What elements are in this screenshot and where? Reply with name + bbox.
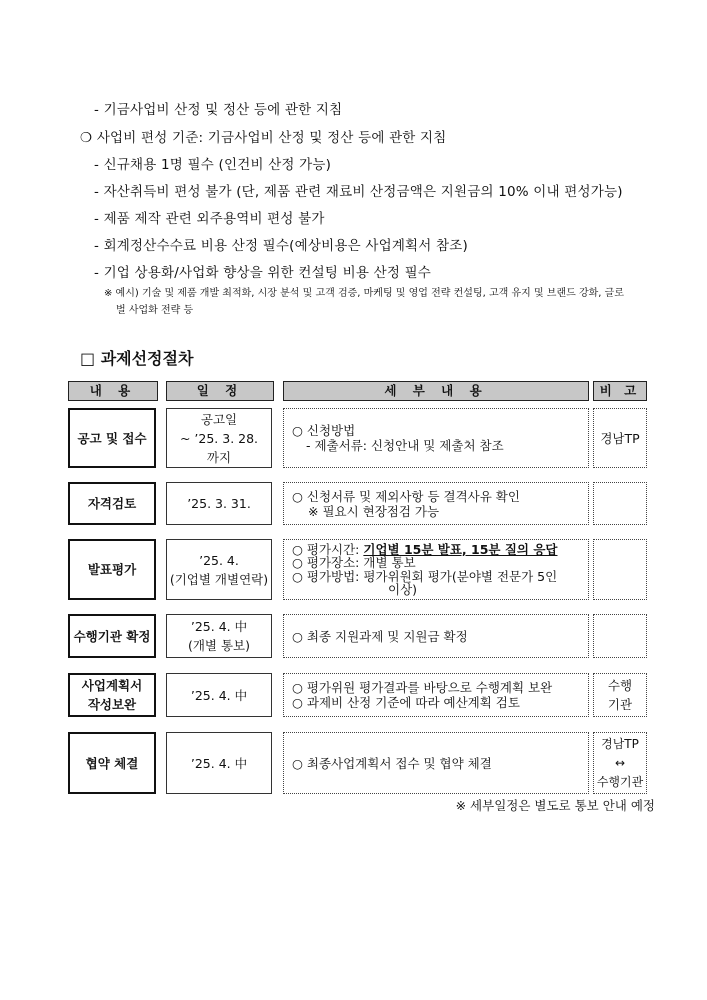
detail-line: 이상) <box>388 582 418 597</box>
step-detail-cell: ○ 최종사업계획서 접수 및 협약 체결 <box>283 732 589 794</box>
step-date-cell <box>166 539 272 600</box>
step-detail-cell <box>283 408 589 468</box>
step-name-cell: 자격검토 <box>68 482 156 525</box>
section-title: □ 과제선정절차 <box>80 349 194 368</box>
step-date-cell <box>166 614 272 658</box>
detail-line: ○ 과제비 산정 기준에 따라 예산계획 검토 <box>292 695 520 710</box>
step-detail-cell <box>283 539 589 600</box>
step-detail-cell <box>283 482 589 525</box>
detail-line: ○ 평가위원 평가결과를 바탕으로 수행계획 보완 <box>292 680 553 695</box>
header-content: 내 용 <box>68 381 158 401</box>
date-line: ’25. 4. 中 <box>190 619 248 634</box>
remark-line: 기관 <box>607 697 633 712</box>
remark-line: 수행기관 <box>596 774 644 789</box>
criteria-item: - 신규채용 1명 필수 (인건비 산정 가능) <box>94 157 332 173</box>
step-remark-cell: 경남TP <box>593 408 647 468</box>
example-note-line: 벌 사업화 전략 등 <box>116 305 194 316</box>
step-name-cell <box>68 673 156 717</box>
date-line: (개별 통보) <box>187 638 251 653</box>
criteria-item: - 회계정산수수료 비용 산정 필수(예상비용은 사업계획서 참조) <box>94 238 468 254</box>
date-line: (기업별 개별연락) <box>169 571 269 587</box>
criteria-item: - 기업 상용화/사업화 향상을 위한 컨설팅 비용 산정 필수 <box>94 265 432 281</box>
header-schedule: 일 정 <box>166 381 274 401</box>
date-line: 까지 <box>206 449 232 465</box>
step-detail-cell: ○ 최종 지원과제 및 지원금 확정 <box>283 614 589 658</box>
remark-line: 경남TP <box>601 736 639 751</box>
example-note-line: ※ 예시) 기술 및 제품 개발 최적화, 시장 분석 및 고객 검증, 마케팅 및 영업 전략 컨설팅, 고객 유지 및 브랜드 강화, 글로 <box>104 288 624 299</box>
step-name-cell: 공고 및 접수 <box>68 408 156 468</box>
step-remark-cell <box>593 482 647 525</box>
step-remark-cell <box>593 732 647 794</box>
detail-line: - 제출서류: 신청안내 및 제출처 참조 <box>306 438 504 453</box>
detail-emphasis: 기업별 15분 발표, 15분 질의 응답 <box>363 541 558 557</box>
circle-bullet-icon: ❍ <box>80 130 93 146</box>
date-line: ~ ’25. 3. 28. <box>179 430 259 446</box>
detail-line: ※ 필요시 현장점검 가능 <box>308 503 440 519</box>
budget-criteria-line <box>80 126 447 146</box>
name-line: 작성보완 <box>87 697 137 712</box>
detail-text: ○ 평가시간: <box>292 541 364 557</box>
step-date-cell: ’25. 4. 中 <box>166 673 272 717</box>
example-note <box>104 285 664 319</box>
step-remark-cell <box>593 614 647 658</box>
detail-line: ○ 신청방법 <box>292 423 356 438</box>
criteria-item: - 제품 제작 관련 외주용역비 편성 불가 <box>94 211 325 227</box>
step-detail-cell <box>283 673 589 717</box>
step-name-cell: 수행기관 확정 <box>68 614 156 658</box>
arrow-icon: ↔ <box>614 755 626 770</box>
header-detail: 세 부 내 용 <box>283 381 589 401</box>
header-remark: 비 고 <box>593 381 647 401</box>
step-remark-cell <box>593 673 647 717</box>
name-line: 사업계획서 <box>81 678 143 693</box>
guideline-line: - 기금사업비 산정 및 정산 등에 관한 지침 <box>94 102 343 118</box>
step-date-cell: ’25. 3. 31. <box>166 482 272 525</box>
detail-line: ○ 평가장소: 개별 통보 <box>292 555 416 570</box>
date-line: ’25. 4. <box>199 552 239 568</box>
step-remark-cell <box>593 539 647 600</box>
schedule-footnote: ※ 세부일정은 별도로 통보 안내 예정 <box>455 798 655 813</box>
detail-line <box>292 543 558 557</box>
detail-line: ○ 평가방법: 평가위원회 평가(분야별 전문가 5인 <box>292 568 558 584</box>
detail-line: ○ 신청서류 및 제외사항 등 결격사유 확인 <box>292 488 520 504</box>
step-name-cell: 발표평가 <box>68 539 156 600</box>
step-name-cell: 협약 체결 <box>68 732 156 794</box>
step-date-cell <box>166 408 272 468</box>
date-line: 공고일 <box>200 411 238 427</box>
criteria-item: - 자산취득비 편성 불가 (단, 제품 관련 재료비 산정금액은 지원금의 10% 이내 편성가능) <box>94 184 623 200</box>
remark-line: 수행 <box>607 678 633 693</box>
step-date-cell: ’25. 4. 中 <box>166 732 272 794</box>
budget-criteria-text: 사업비 편성 기준: 기금사업비 산정 및 정산 등에 관한 지침 <box>96 130 447 146</box>
